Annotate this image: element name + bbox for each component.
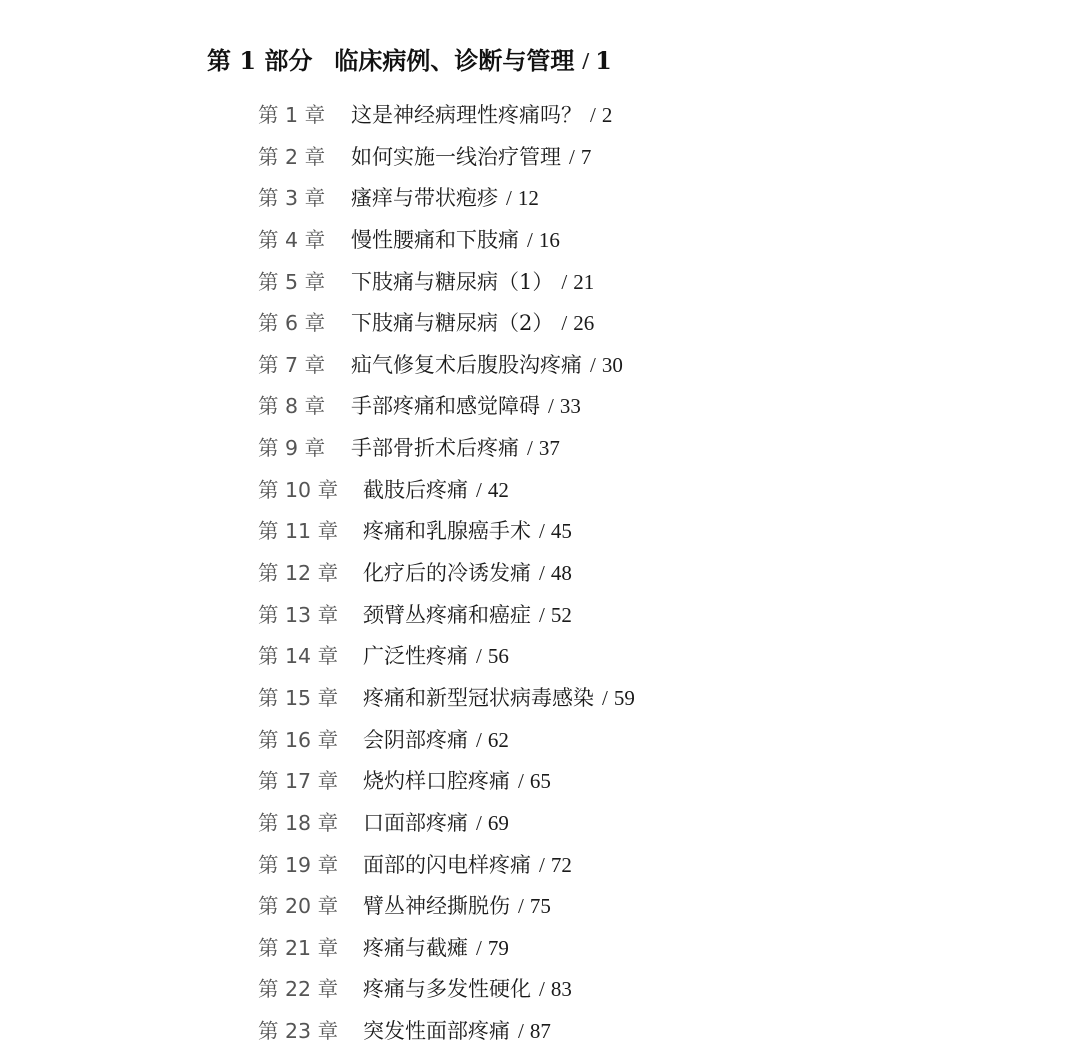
page-separator: /: [539, 602, 545, 627]
page-separator: /: [476, 810, 482, 835]
page-number: 42: [487, 477, 509, 502]
page-number: 2: [601, 103, 613, 127]
part-label: 第 1 部分: [207, 46, 313, 75]
chapter-number: 第 7 章: [258, 352, 326, 377]
chapter-entry[interactable]: [258, 845, 635, 887]
chapter-title: 疼痛和乳腺癌手术: [363, 519, 531, 544]
chapter-entry[interactable]: [258, 678, 635, 720]
page-number: 12: [517, 186, 539, 211]
chapter-entry[interactable]: [258, 178, 635, 220]
page-number: 45: [550, 519, 572, 544]
page-separator: /: [539, 977, 545, 1002]
chapter-title: 疼痛与截瘫: [363, 935, 468, 960]
part-title: 临床病例、诊断与管理: [334, 46, 575, 75]
page-number: 79: [487, 935, 509, 960]
chapter-number: 第 19 章: [258, 852, 339, 877]
chapter-title: 慢性腰痛和下肢痛: [351, 227, 519, 252]
chapter-entry[interactable]: [258, 553, 635, 595]
chapter-title: 手部骨折术后疼痛: [351, 436, 519, 461]
chapter-number: 第 3 章: [258, 186, 326, 211]
chapter-title: 烧灼样口腔疼痛: [363, 769, 510, 794]
chapter-entry[interactable]: [258, 386, 635, 428]
chapter-number: 第 14 章: [258, 644, 339, 669]
chapter-title: 手部疼痛和感觉障碍: [351, 394, 540, 419]
chapter-title: 臂丛神经撕脱伤: [363, 894, 510, 919]
chapter-entry[interactable]: [258, 969, 635, 1011]
page-separator: /: [539, 852, 545, 877]
chapter-title: 下肢痛与糖尿病（2）: [351, 311, 554, 336]
chapter-title: 如何实施一线治疗管理: [351, 144, 561, 169]
chapter-number: 第 18 章: [258, 810, 339, 835]
chapter-number: 第 2 章: [258, 144, 326, 169]
page-separator: /: [527, 436, 533, 461]
chapter-number: 第 5 章: [258, 269, 326, 294]
page-separator: /: [518, 1019, 524, 1044]
chapter-number: 第 11 章: [258, 519, 339, 544]
page-number: 16: [538, 227, 560, 252]
page-number: 56: [487, 644, 509, 669]
page-number: 87: [529, 1019, 551, 1044]
chapter-title: 这是神经病理性疼痛吗？: [351, 103, 582, 127]
part-separator: /: [582, 49, 590, 75]
page-number: 48: [550, 561, 572, 586]
chapter-entry[interactable]: [258, 303, 635, 345]
page-number: 21: [573, 269, 595, 294]
chapter-title: 下肢痛与糖尿病（1）: [351, 269, 554, 294]
chapter-entry[interactable]: [258, 761, 635, 803]
page-number: 30: [601, 352, 623, 377]
chapter-list: [258, 95, 635, 1053]
page-separator: /: [569, 144, 575, 169]
chapter-title: 口面部疼痛: [363, 810, 468, 835]
chapter-title: 突发性面部疼痛: [363, 1019, 510, 1044]
page-separator: /: [548, 394, 554, 419]
chapter-title: 截肢后疼痛: [363, 477, 468, 502]
page-number: 75: [529, 894, 551, 919]
page-separator: /: [561, 269, 568, 294]
page-separator: /: [476, 935, 482, 960]
chapter-title: 疼痛和新型冠状病毒感染: [363, 685, 594, 710]
chapter-number: 第 23 章: [258, 1019, 339, 1044]
page-number: 62: [487, 727, 509, 752]
chapter-entry[interactable]: [258, 220, 635, 262]
page-number: 33: [559, 394, 581, 419]
chapter-title: 广泛性疼痛: [363, 644, 468, 669]
chapter-title: 会阴部疼痛: [363, 727, 468, 752]
chapter-title: 疝气修复术后腹股沟疼痛: [351, 352, 582, 377]
chapter-entry[interactable]: [258, 1011, 635, 1053]
page-number: 37: [538, 436, 560, 461]
page-number: 26: [573, 311, 595, 336]
page-separator: /: [527, 227, 533, 252]
chapter-entry[interactable]: [258, 720, 635, 762]
chapter-title: 疼痛与多发性硬化: [363, 977, 531, 1002]
chapter-entry[interactable]: [258, 886, 635, 928]
chapter-entry[interactable]: [258, 595, 635, 637]
chapter-number: 第 21 章: [258, 935, 339, 960]
chapter-number: 第 15 章: [258, 685, 339, 710]
chapter-entry[interactable]: [258, 470, 635, 512]
chapter-title: 化疗后的冷诱发痛: [363, 561, 531, 586]
page-separator: /: [518, 769, 524, 794]
page-number: 7: [580, 144, 592, 169]
part-page-number: 1: [595, 46, 612, 75]
page-separator: /: [590, 352, 596, 377]
page-separator: /: [476, 727, 482, 752]
chapter-entry[interactable]: [258, 95, 635, 137]
chapter-entry[interactable]: [258, 511, 635, 553]
chapter-title: 颈臂丛疼痛和癌症: [363, 602, 531, 627]
chapter-entry[interactable]: [258, 636, 635, 678]
chapter-entry[interactable]: [258, 428, 635, 470]
chapter-number: 第 16 章: [258, 727, 339, 752]
chapter-number: 第 4 章: [258, 227, 326, 252]
page-separator: /: [476, 477, 482, 502]
page-separator: /: [602, 685, 608, 710]
chapter-entry[interactable]: [258, 803, 635, 845]
page-separator: /: [506, 186, 512, 211]
chapter-number: 第 22 章: [258, 977, 339, 1002]
page-number: 59: [613, 685, 635, 710]
page-number: 69: [487, 810, 509, 835]
chapter-number: 第 13 章: [258, 602, 339, 627]
page-separator: /: [561, 311, 568, 336]
page-number: 72: [550, 852, 572, 877]
page-separator: /: [590, 103, 596, 127]
chapter-entry[interactable]: [258, 137, 635, 179]
chapter-number: 第 20 章: [258, 894, 339, 919]
chapter-entry[interactable]: [258, 928, 635, 970]
chapter-number: 第 12 章: [258, 561, 339, 586]
chapter-number: 第 1 章: [258, 103, 326, 127]
part-heading: [207, 42, 612, 80]
page-separator: /: [539, 561, 545, 586]
page-number: 65: [529, 769, 551, 794]
page-separator: /: [539, 519, 545, 544]
page-number: 83: [550, 977, 572, 1002]
chapter-number: 第 8 章: [258, 394, 326, 419]
chapter-number: 第 17 章: [258, 769, 339, 794]
chapter-entry[interactable]: [258, 345, 635, 387]
page-separator: /: [476, 644, 482, 669]
chapter-number: 第 9 章: [258, 436, 326, 461]
page-separator: /: [518, 894, 524, 919]
chapter-entry[interactable]: [258, 262, 635, 304]
page-number: 52: [550, 602, 572, 627]
chapter-title: 面部的闪电样疼痛: [363, 852, 531, 877]
chapter-title: 瘙痒与带状疱疹: [351, 186, 498, 211]
chapter-number: 第 10 章: [258, 477, 339, 502]
chapter-number: 第 6 章: [258, 311, 326, 336]
